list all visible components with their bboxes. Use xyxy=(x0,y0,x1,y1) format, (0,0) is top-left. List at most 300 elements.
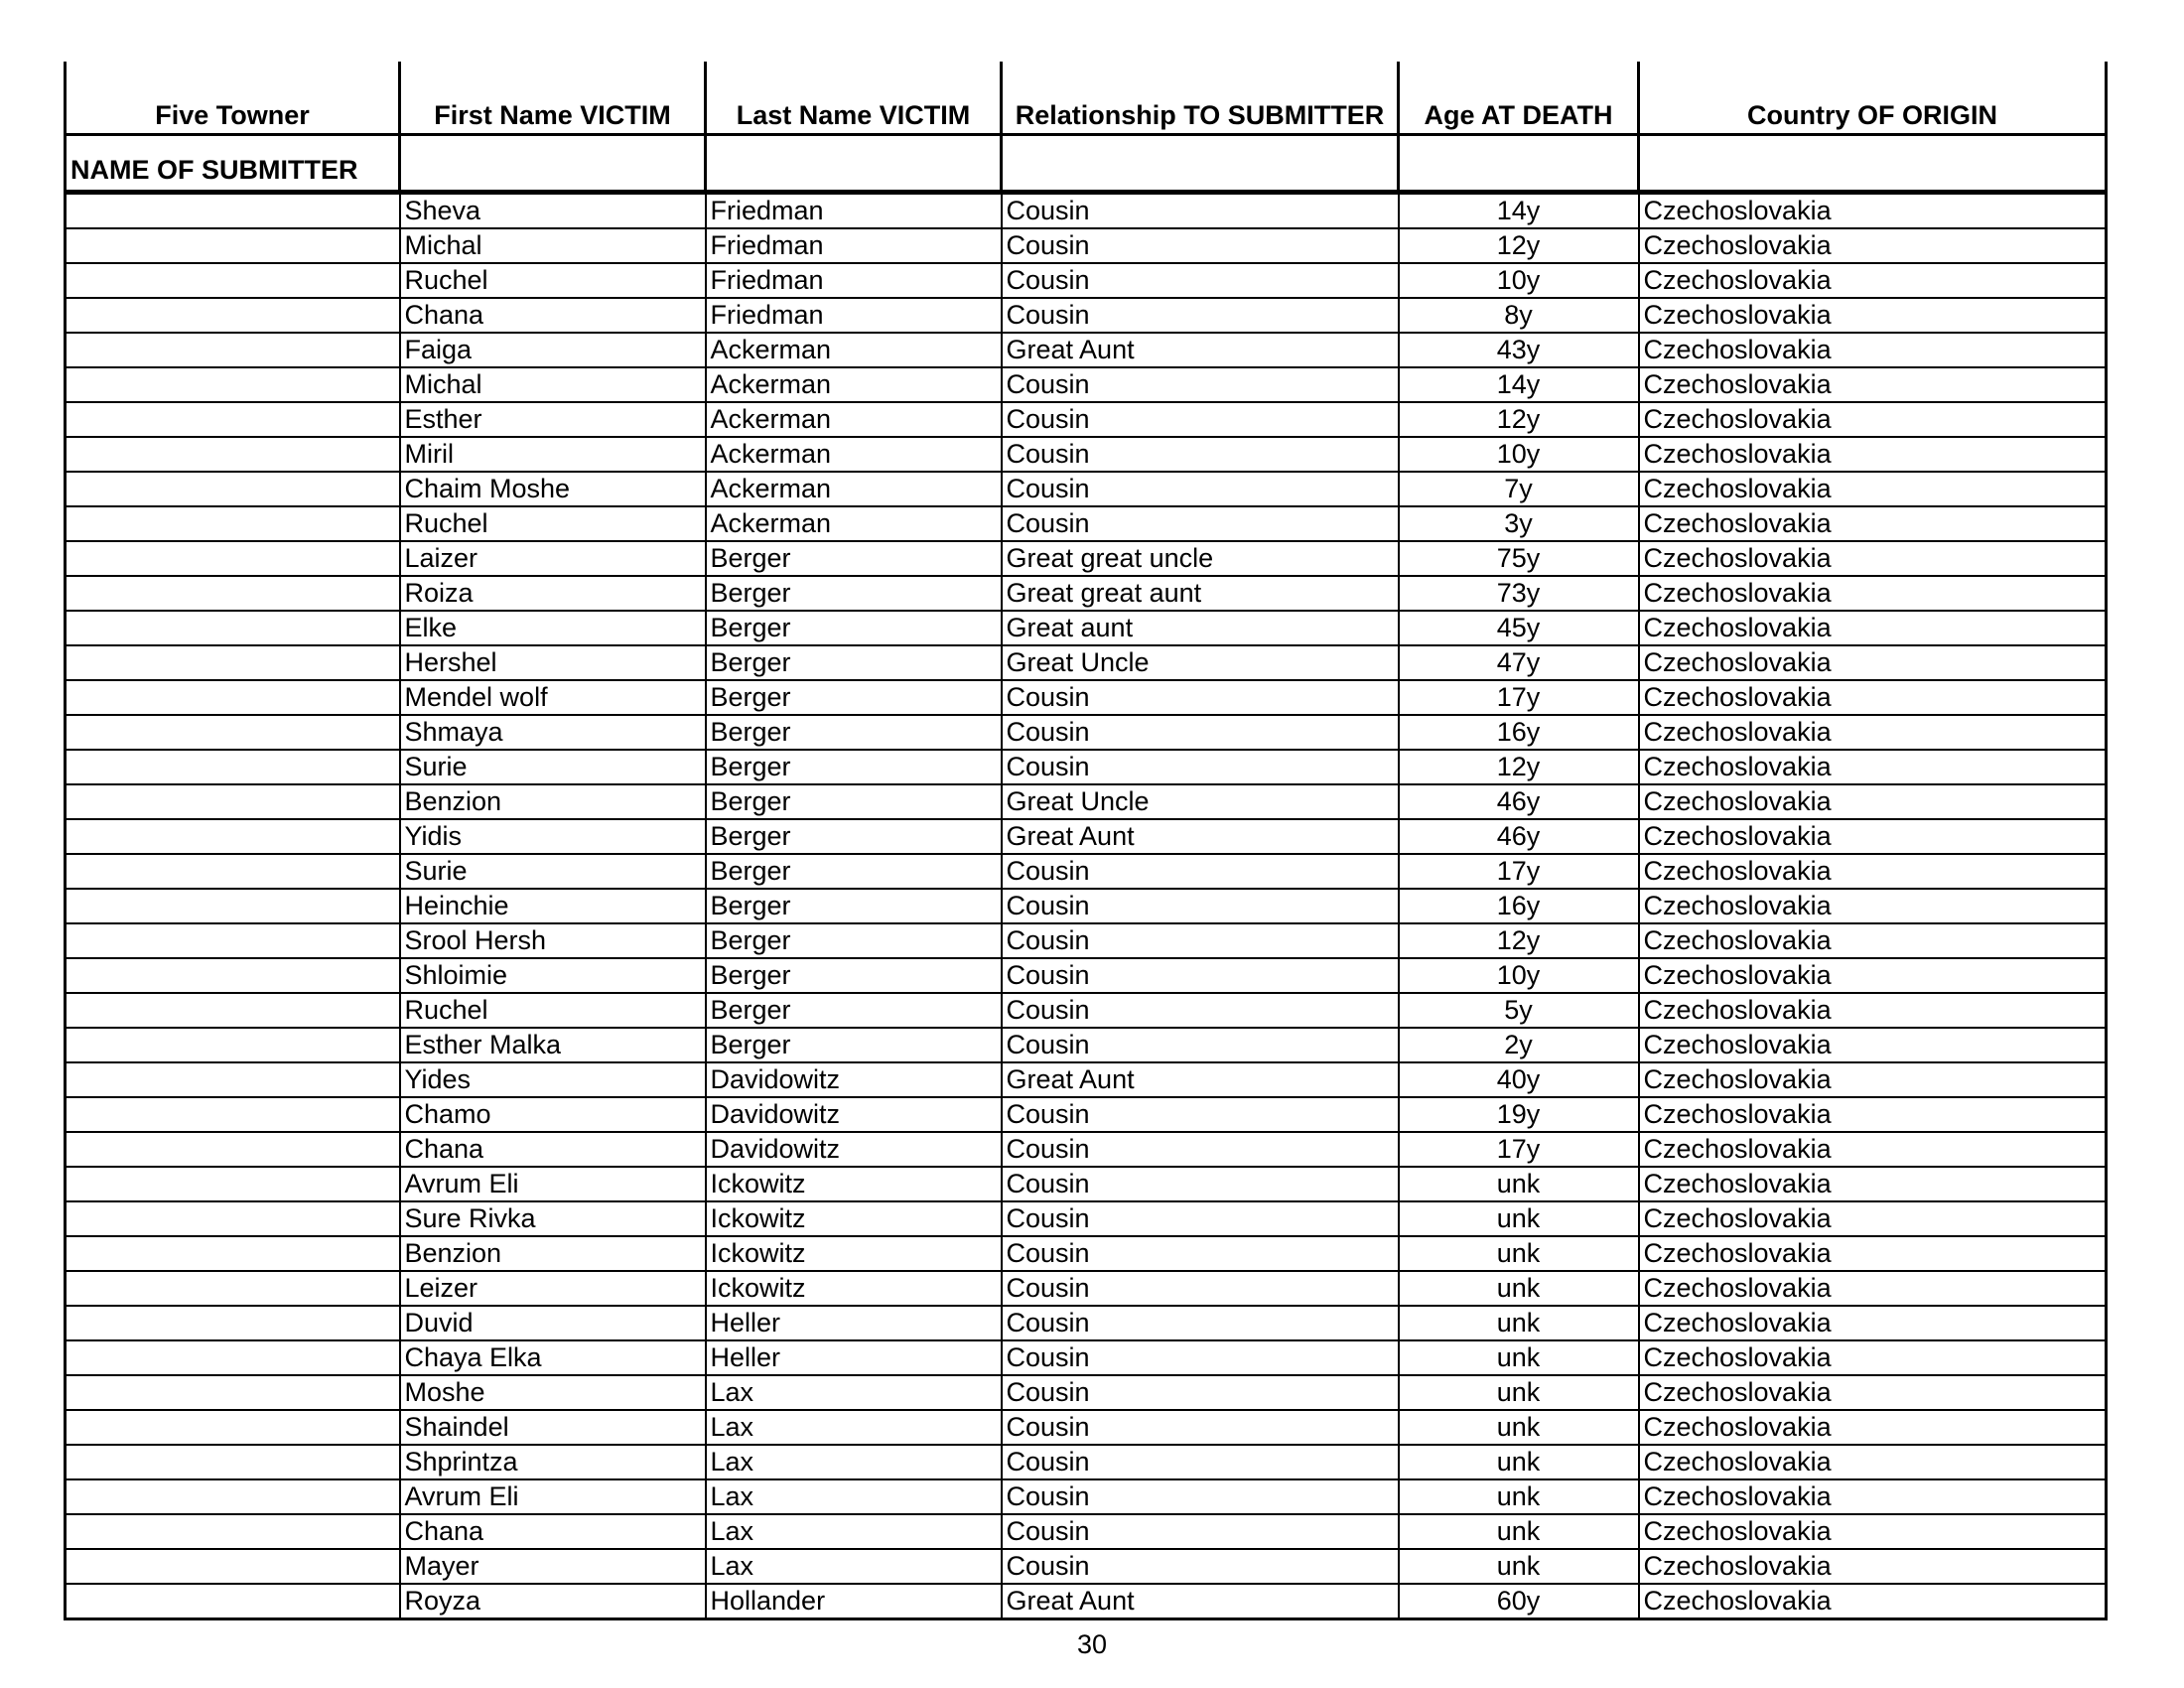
first-name-cell: Chamo xyxy=(400,1097,706,1132)
victims-table-container xyxy=(64,62,2105,1620)
submitter-empty-cell xyxy=(1639,135,2107,193)
header-submitter: NAME OF SUBMITTER xyxy=(66,135,400,193)
country-cell: Czechoslovakia xyxy=(1639,819,2107,854)
table-row xyxy=(66,611,2107,645)
country-cell: Czechoslovakia xyxy=(1639,854,2107,889)
table-row xyxy=(66,958,2107,993)
submitter-cell xyxy=(66,1514,400,1549)
country-cell: Czechoslovakia xyxy=(1639,1584,2107,1619)
age-cell: 47y xyxy=(1399,645,1639,680)
last-name-cell: Berger xyxy=(706,576,1002,611)
age-cell: 46y xyxy=(1399,784,1639,819)
submitter-cell xyxy=(66,1167,400,1201)
first-name-cell: Avrum Eli xyxy=(400,1167,706,1201)
submitter-cell xyxy=(66,1132,400,1167)
submitter-cell xyxy=(66,750,400,784)
table-row xyxy=(66,228,2107,263)
submitter-cell xyxy=(66,1375,400,1410)
first-name-cell: Leizer xyxy=(400,1271,706,1306)
country-cell: Czechoslovakia xyxy=(1639,506,2107,541)
country-cell: Czechoslovakia xyxy=(1639,1410,2107,1445)
submitter-empty-cell xyxy=(1399,135,1639,193)
first-name-cell: Heinchie xyxy=(400,889,706,923)
age-cell: 12y xyxy=(1399,923,1639,958)
last-name-cell: Ackerman xyxy=(706,437,1002,472)
relationship-cell: Cousin xyxy=(1002,889,1399,923)
relationship-cell: Cousin xyxy=(1002,1201,1399,1236)
age-cell: 60y xyxy=(1399,1584,1639,1619)
table-row xyxy=(66,1549,2107,1584)
submitter-cell xyxy=(66,1062,400,1097)
relationship-cell: Cousin xyxy=(1002,1132,1399,1167)
first-name-cell: Chana xyxy=(400,1514,706,1549)
submitter-cell xyxy=(66,472,400,506)
submitter-cell xyxy=(66,1028,400,1062)
first-name-cell: Shmaya xyxy=(400,715,706,750)
age-cell: unk xyxy=(1399,1340,1639,1375)
country-cell: Czechoslovakia xyxy=(1639,1340,2107,1375)
submitter-cell xyxy=(66,1201,400,1236)
age-cell: 19y xyxy=(1399,1097,1639,1132)
table-row xyxy=(66,1167,2107,1201)
first-name-cell: Duvid xyxy=(400,1306,706,1340)
submitter-cell xyxy=(66,680,400,715)
submitter-cell xyxy=(66,1549,400,1584)
last-name-cell: Ickowitz xyxy=(706,1271,1002,1306)
table-row xyxy=(66,923,2107,958)
age-cell: 17y xyxy=(1399,680,1639,715)
relationship-cell: Great Uncle xyxy=(1002,645,1399,680)
country-cell: Czechoslovakia xyxy=(1639,541,2107,576)
table-row xyxy=(66,1236,2107,1271)
submitter-cell xyxy=(66,506,400,541)
header-row xyxy=(66,62,2107,135)
country-cell: Czechoslovakia xyxy=(1639,472,2107,506)
relationship-cell: Cousin xyxy=(1002,1271,1399,1306)
last-name-cell: Hollander xyxy=(706,1584,1002,1619)
submitter-empty-cell xyxy=(400,135,706,193)
country-cell: Czechoslovakia xyxy=(1639,1549,2107,1584)
age-cell: 45y xyxy=(1399,611,1639,645)
last-name-cell: Berger xyxy=(706,819,1002,854)
header-last-name: Last Name VICTIM xyxy=(706,62,1002,135)
submitter-cell xyxy=(66,958,400,993)
header-five-towner: Five Towner xyxy=(66,62,400,135)
first-name-cell: Surie xyxy=(400,750,706,784)
age-cell: 17y xyxy=(1399,1132,1639,1167)
relationship-cell: Great Aunt xyxy=(1002,819,1399,854)
relationship-cell: Cousin xyxy=(1002,750,1399,784)
submitter-cell xyxy=(66,784,400,819)
age-cell: unk xyxy=(1399,1410,1639,1445)
age-cell: unk xyxy=(1399,1445,1639,1479)
submitter-cell xyxy=(66,1097,400,1132)
age-cell: 12y xyxy=(1399,228,1639,263)
age-cell: 10y xyxy=(1399,437,1639,472)
last-name-cell: Ackerman xyxy=(706,506,1002,541)
submitter-cell xyxy=(66,889,400,923)
country-cell: Czechoslovakia xyxy=(1639,1167,2107,1201)
first-name-cell: Esther Malka xyxy=(400,1028,706,1062)
relationship-cell: Cousin xyxy=(1002,1549,1399,1584)
age-cell: 7y xyxy=(1399,472,1639,506)
first-name-cell: Esther xyxy=(400,402,706,437)
first-name-cell: Sheva xyxy=(400,193,706,229)
age-cell: 14y xyxy=(1399,193,1639,229)
victims-table xyxy=(64,62,2108,1620)
country-cell: Czechoslovakia xyxy=(1639,1445,2107,1479)
first-name-cell: Srool Hersh xyxy=(400,923,706,958)
header-age: Age AT DEATH xyxy=(1399,62,1639,135)
age-cell: unk xyxy=(1399,1306,1639,1340)
submitter-row xyxy=(66,135,2107,193)
relationship-cell: Great Aunt xyxy=(1002,333,1399,367)
relationship-cell: Cousin xyxy=(1002,1306,1399,1340)
first-name-cell: Benzion xyxy=(400,784,706,819)
submitter-cell xyxy=(66,854,400,889)
country-cell: Czechoslovakia xyxy=(1639,1097,2107,1132)
country-cell: Czechoslovakia xyxy=(1639,367,2107,402)
submitter-cell xyxy=(66,1306,400,1340)
submitter-cell xyxy=(66,1340,400,1375)
page-number: 30 xyxy=(1076,1629,1108,1659)
table-row xyxy=(66,402,2107,437)
age-cell: 2y xyxy=(1399,1028,1639,1062)
last-name-cell: Ickowitz xyxy=(706,1201,1002,1236)
table-row xyxy=(66,993,2107,1028)
first-name-cell: Shprintza xyxy=(400,1445,706,1479)
first-name-cell: Royza xyxy=(400,1584,706,1619)
table-body xyxy=(66,193,2107,1619)
table-row xyxy=(66,1028,2107,1062)
table-row xyxy=(66,715,2107,750)
table-row xyxy=(66,889,2107,923)
last-name-cell: Berger xyxy=(706,958,1002,993)
table-row xyxy=(66,1062,2107,1097)
first-name-cell: Laizer xyxy=(400,541,706,576)
country-cell: Czechoslovakia xyxy=(1639,263,2107,298)
table-row xyxy=(66,1584,2107,1619)
table-row xyxy=(66,576,2107,611)
table-row xyxy=(66,680,2107,715)
first-name-cell: Michal xyxy=(400,228,706,263)
header-country: Country OF ORIGIN xyxy=(1639,62,2107,135)
first-name-cell: Chaim Moshe xyxy=(400,472,706,506)
first-name-cell: Roiza xyxy=(400,576,706,611)
last-name-cell: Berger xyxy=(706,680,1002,715)
age-cell: 16y xyxy=(1399,889,1639,923)
last-name-cell: Berger xyxy=(706,541,1002,576)
table-row xyxy=(66,367,2107,402)
relationship-cell: Great Uncle xyxy=(1002,784,1399,819)
age-cell: 46y xyxy=(1399,819,1639,854)
age-cell: 73y xyxy=(1399,576,1639,611)
table-row xyxy=(66,1132,2107,1167)
submitter-cell xyxy=(66,1236,400,1271)
country-cell: Czechoslovakia xyxy=(1639,1236,2107,1271)
submitter-cell xyxy=(66,1479,400,1514)
country-cell: Czechoslovakia xyxy=(1639,958,2107,993)
last-name-cell: Berger xyxy=(706,854,1002,889)
age-cell: 10y xyxy=(1399,958,1639,993)
submitter-cell xyxy=(66,1410,400,1445)
age-cell: 16y xyxy=(1399,715,1639,750)
last-name-cell: Davidowitz xyxy=(706,1132,1002,1167)
submitter-cell xyxy=(66,298,400,333)
table-row xyxy=(66,333,2107,367)
country-cell: Czechoslovakia xyxy=(1639,228,2107,263)
last-name-cell: Ackerman xyxy=(706,402,1002,437)
first-name-cell: Faiga xyxy=(400,333,706,367)
country-cell: Czechoslovakia xyxy=(1639,645,2107,680)
table-row xyxy=(66,784,2107,819)
country-cell: Czechoslovakia xyxy=(1639,1271,2107,1306)
first-name-cell: Chana xyxy=(400,298,706,333)
table-row xyxy=(66,263,2107,298)
first-name-cell: Ruchel xyxy=(400,263,706,298)
relationship-cell: Cousin xyxy=(1002,1097,1399,1132)
table-row xyxy=(66,819,2107,854)
last-name-cell: Davidowitz xyxy=(706,1097,1002,1132)
relationship-cell: Cousin xyxy=(1002,854,1399,889)
last-name-cell: Berger xyxy=(706,715,1002,750)
first-name-cell: Shaindel xyxy=(400,1410,706,1445)
country-cell: Czechoslovakia xyxy=(1639,1375,2107,1410)
last-name-cell: Berger xyxy=(706,923,1002,958)
submitter-cell xyxy=(66,333,400,367)
last-name-cell: Friedman xyxy=(706,193,1002,229)
relationship-cell: Cousin xyxy=(1002,1028,1399,1062)
country-cell: Czechoslovakia xyxy=(1639,750,2107,784)
relationship-cell: Cousin xyxy=(1002,958,1399,993)
table-row xyxy=(66,1479,2107,1514)
first-name-cell: Yides xyxy=(400,1062,706,1097)
first-name-cell: Mayer xyxy=(400,1549,706,1584)
last-name-cell: Berger xyxy=(706,1028,1002,1062)
last-name-cell: Friedman xyxy=(706,263,1002,298)
table-row xyxy=(66,437,2107,472)
country-cell: Czechoslovakia xyxy=(1639,1201,2107,1236)
relationship-cell: Great Aunt xyxy=(1002,1584,1399,1619)
country-cell: Czechoslovakia xyxy=(1639,993,2107,1028)
relationship-cell: Cousin xyxy=(1002,1375,1399,1410)
country-cell: Czechoslovakia xyxy=(1639,193,2107,229)
age-cell: unk xyxy=(1399,1201,1639,1236)
last-name-cell: Berger xyxy=(706,611,1002,645)
age-cell: 8y xyxy=(1399,298,1639,333)
age-cell: unk xyxy=(1399,1236,1639,1271)
submitter-cell xyxy=(66,993,400,1028)
table-row xyxy=(66,541,2107,576)
age-cell: unk xyxy=(1399,1549,1639,1584)
last-name-cell: Ackerman xyxy=(706,333,1002,367)
first-name-cell: Moshe xyxy=(400,1375,706,1410)
header-first-name: First Name VICTIM xyxy=(400,62,706,135)
first-name-cell: Ruchel xyxy=(400,993,706,1028)
country-cell: Czechoslovakia xyxy=(1639,715,2107,750)
relationship-cell: Cousin xyxy=(1002,367,1399,402)
age-cell: unk xyxy=(1399,1271,1639,1306)
relationship-cell: Cousin xyxy=(1002,193,1399,229)
first-name-cell: Chana xyxy=(400,1132,706,1167)
relationship-cell: Cousin xyxy=(1002,437,1399,472)
country-cell: Czechoslovakia xyxy=(1639,680,2107,715)
relationship-cell: Cousin xyxy=(1002,1340,1399,1375)
country-cell: Czechoslovakia xyxy=(1639,611,2107,645)
submitter-cell xyxy=(66,645,400,680)
age-cell: 14y xyxy=(1399,367,1639,402)
last-name-cell: Lax xyxy=(706,1445,1002,1479)
table-row xyxy=(66,645,2107,680)
relationship-cell: Cousin xyxy=(1002,402,1399,437)
first-name-cell: Ruchel xyxy=(400,506,706,541)
country-cell: Czechoslovakia xyxy=(1639,889,2107,923)
last-name-cell: Ackerman xyxy=(706,367,1002,402)
last-name-cell: Berger xyxy=(706,645,1002,680)
relationship-cell: Cousin xyxy=(1002,263,1399,298)
relationship-cell: Cousin xyxy=(1002,680,1399,715)
country-cell: Czechoslovakia xyxy=(1639,437,2107,472)
submitter-cell xyxy=(66,1584,400,1619)
submitter-cell xyxy=(66,437,400,472)
relationship-cell: Great aunt xyxy=(1002,611,1399,645)
table-row xyxy=(66,1375,2107,1410)
submitter-cell xyxy=(66,541,400,576)
last-name-cell: Davidowitz xyxy=(706,1062,1002,1097)
relationship-cell: Cousin xyxy=(1002,715,1399,750)
last-name-cell: Ackerman xyxy=(706,472,1002,506)
submitter-empty-cell xyxy=(706,135,1002,193)
last-name-cell: Lax xyxy=(706,1479,1002,1514)
relationship-cell: Cousin xyxy=(1002,1410,1399,1445)
relationship-cell: Cousin xyxy=(1002,1514,1399,1549)
submitter-cell xyxy=(66,1445,400,1479)
first-name-cell: Yidis xyxy=(400,819,706,854)
relationship-cell: Cousin xyxy=(1002,923,1399,958)
country-cell: Czechoslovakia xyxy=(1639,1479,2107,1514)
submitter-cell xyxy=(66,923,400,958)
header-relationship: Relationship TO SUBMITTER xyxy=(1002,62,1399,135)
first-name-cell: Benzion xyxy=(400,1236,706,1271)
relationship-cell: Cousin xyxy=(1002,1167,1399,1201)
country-cell: Czechoslovakia xyxy=(1639,576,2107,611)
first-name-cell: Hershel xyxy=(400,645,706,680)
table-row xyxy=(66,1271,2107,1306)
age-cell: 12y xyxy=(1399,750,1639,784)
last-name-cell: Berger xyxy=(706,784,1002,819)
first-name-cell: Chaya Elka xyxy=(400,1340,706,1375)
submitter-cell xyxy=(66,1271,400,1306)
submitter-cell xyxy=(66,228,400,263)
last-name-cell: Berger xyxy=(706,889,1002,923)
table-row xyxy=(66,1340,2107,1375)
relationship-cell: Cousin xyxy=(1002,472,1399,506)
relationship-cell: Great great aunt xyxy=(1002,576,1399,611)
country-cell: Czechoslovakia xyxy=(1639,1132,2107,1167)
last-name-cell: Heller xyxy=(706,1340,1002,1375)
submitter-cell xyxy=(66,402,400,437)
last-name-cell: Heller xyxy=(706,1306,1002,1340)
table-row xyxy=(66,1306,2107,1340)
table-row xyxy=(66,298,2107,333)
age-cell: unk xyxy=(1399,1479,1639,1514)
last-name-cell: Ickowitz xyxy=(706,1167,1002,1201)
last-name-cell: Lax xyxy=(706,1514,1002,1549)
first-name-cell: Michal xyxy=(400,367,706,402)
age-cell: unk xyxy=(1399,1514,1639,1549)
country-cell: Czechoslovakia xyxy=(1639,1028,2107,1062)
country-cell: Czechoslovakia xyxy=(1639,1062,2107,1097)
last-name-cell: Berger xyxy=(706,750,1002,784)
last-name-cell: Lax xyxy=(706,1410,1002,1445)
submitter-cell xyxy=(66,263,400,298)
relationship-cell: Cousin xyxy=(1002,1479,1399,1514)
last-name-cell: Friedman xyxy=(706,298,1002,333)
age-cell: 43y xyxy=(1399,333,1639,367)
submitter-empty-cell xyxy=(1002,135,1399,193)
last-name-cell: Ickowitz xyxy=(706,1236,1002,1271)
relationship-cell: Cousin xyxy=(1002,993,1399,1028)
relationship-cell: Cousin xyxy=(1002,228,1399,263)
country-cell: Czechoslovakia xyxy=(1639,333,2107,367)
last-name-cell: Friedman xyxy=(706,228,1002,263)
relationship-cell: Great Aunt xyxy=(1002,1062,1399,1097)
age-cell: 40y xyxy=(1399,1062,1639,1097)
submitter-cell xyxy=(66,715,400,750)
submitter-cell xyxy=(66,367,400,402)
age-cell: 10y xyxy=(1399,263,1639,298)
country-cell: Czechoslovakia xyxy=(1639,298,2107,333)
table-row xyxy=(66,1445,2107,1479)
submitter-cell xyxy=(66,819,400,854)
age-cell: unk xyxy=(1399,1375,1639,1410)
country-cell: Czechoslovakia xyxy=(1639,784,2107,819)
age-cell: 5y xyxy=(1399,993,1639,1028)
table-row xyxy=(66,1514,2107,1549)
table-row xyxy=(66,750,2107,784)
age-cell: 17y xyxy=(1399,854,1639,889)
first-name-cell: Mendel wolf xyxy=(400,680,706,715)
relationship-cell: Cousin xyxy=(1002,1445,1399,1479)
first-name-cell: Miril xyxy=(400,437,706,472)
age-cell: 3y xyxy=(1399,506,1639,541)
age-cell: 12y xyxy=(1399,402,1639,437)
submitter-cell xyxy=(66,611,400,645)
table-row xyxy=(66,506,2107,541)
table-header xyxy=(66,62,2107,193)
country-cell: Czechoslovakia xyxy=(1639,923,2107,958)
submitter-cell xyxy=(66,576,400,611)
country-cell: Czechoslovakia xyxy=(1639,402,2107,437)
age-cell: unk xyxy=(1399,1167,1639,1201)
last-name-cell: Berger xyxy=(706,993,1002,1028)
table-row xyxy=(66,1097,2107,1132)
table-row xyxy=(66,472,2107,506)
country-cell: Czechoslovakia xyxy=(1639,1306,2107,1340)
first-name-cell: Sure Rivka xyxy=(400,1201,706,1236)
relationship-cell: Cousin xyxy=(1002,298,1399,333)
submitter-cell xyxy=(66,193,400,229)
first-name-cell: Surie xyxy=(400,854,706,889)
table-row xyxy=(66,854,2107,889)
country-cell: Czechoslovakia xyxy=(1639,1514,2107,1549)
first-name-cell: Avrum Eli xyxy=(400,1479,706,1514)
first-name-cell: Shloimie xyxy=(400,958,706,993)
first-name-cell: Elke xyxy=(400,611,706,645)
relationship-cell: Cousin xyxy=(1002,1236,1399,1271)
age-cell: 75y xyxy=(1399,541,1639,576)
table-row xyxy=(66,193,2107,229)
